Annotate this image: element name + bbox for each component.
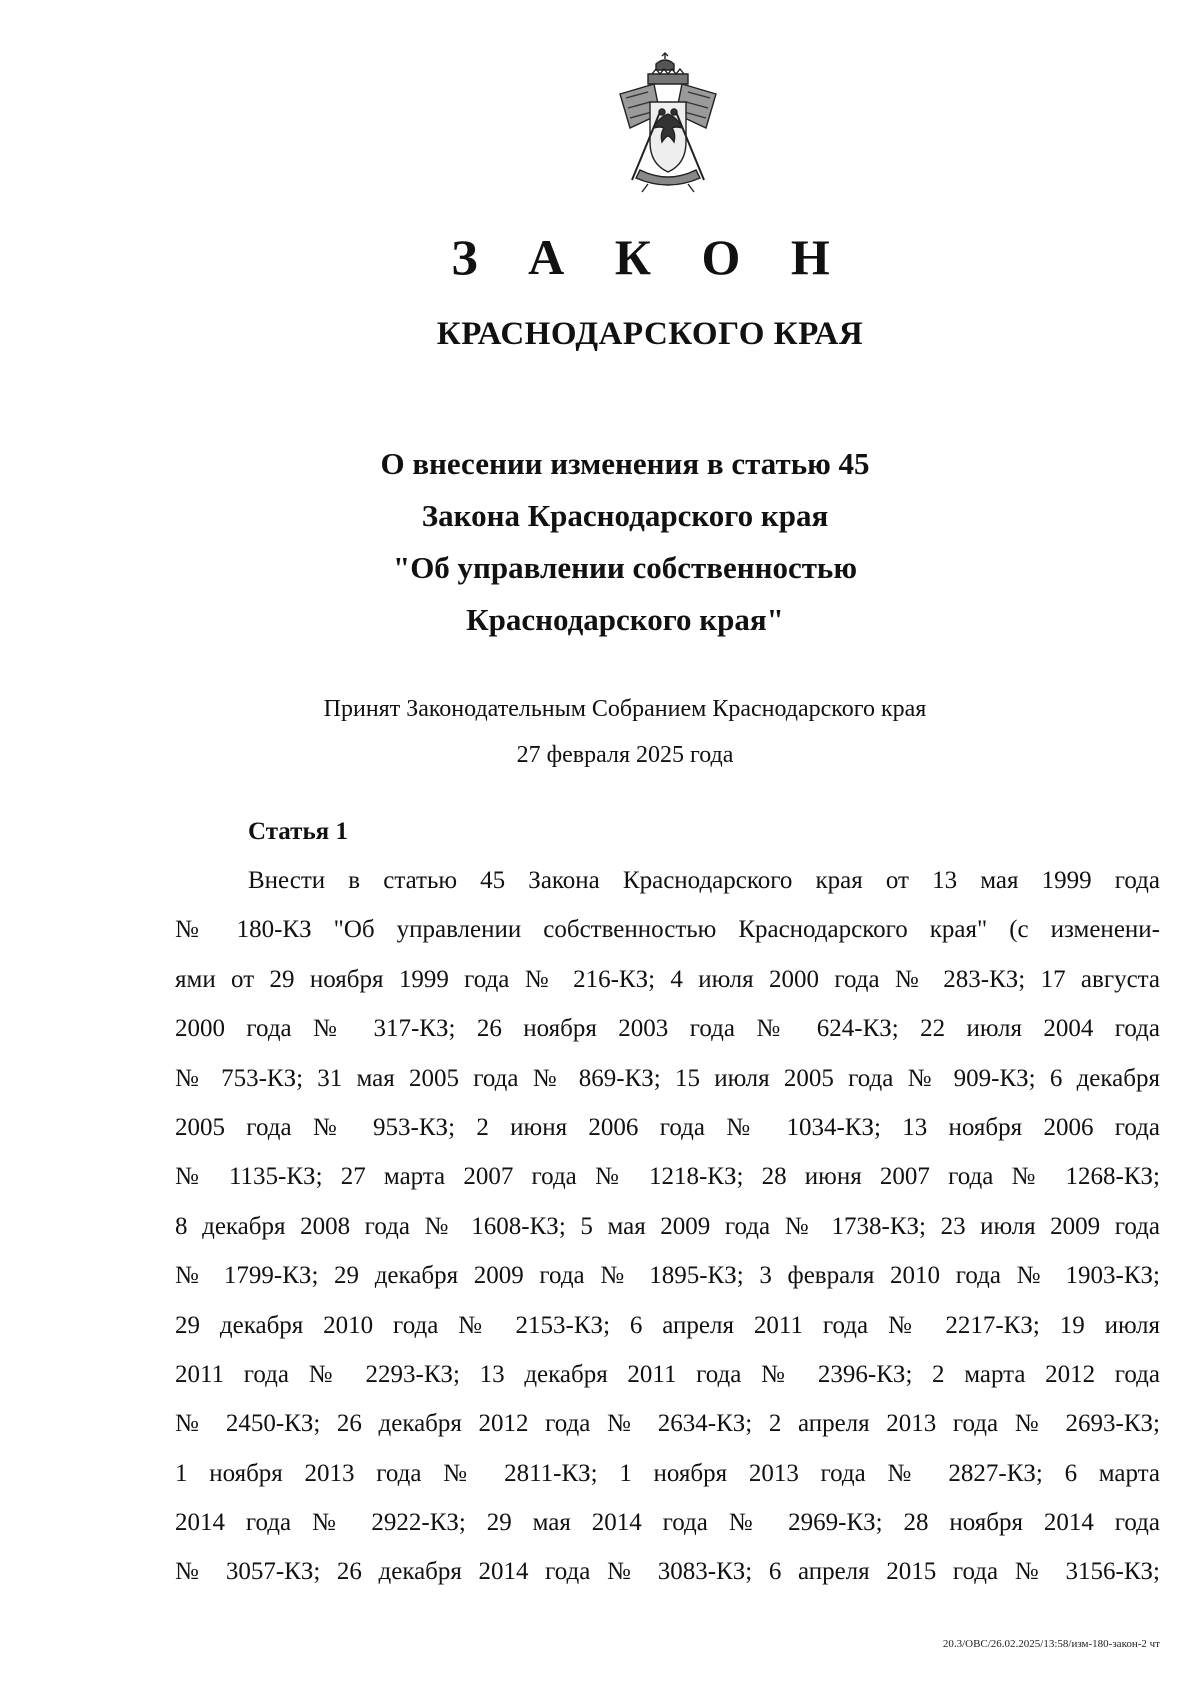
subject-line: Закона Краснодарского края [421, 498, 829, 533]
body-line: № 2450-КЗ; 26 декабря 2012 года № 2634-КЗ; 2 апреля 2013 года № 2693-КЗ; [175, 1410, 1160, 1438]
body-line: № 1799-КЗ; 29 декабря 2009 года № 1895-КЗ; 3 февраля 2010 года № 1903-КЗ; [175, 1262, 1160, 1290]
body-line: № 1135-КЗ; 27 марта 2007 года № 1218-КЗ; 28 июня 2007 года № 1268-КЗ; [175, 1163, 1160, 1191]
adoption-note [0, 686, 1200, 778]
law-subject [0, 438, 1200, 646]
body-line: № 753-КЗ; 31 мая 2005 года № 869-КЗ; 15 июля 2005 года № 909-КЗ; 6 декабря [175, 1064, 1160, 1092]
law-title: З А К О Н [451, 229, 849, 285]
body-line: 2005 года № 953-КЗ; 2 июня 2006 года № 1034-КЗ; 13 ноября 2006 года [175, 1113, 1160, 1141]
subject-line: Краснодарского края" [466, 602, 784, 637]
adoption-body: Принят Законодательным Собранием Краснодарского края [323, 696, 927, 722]
body-line: № 3057-КЗ; 26 декабря 2014 года № 3083-КЗ; 6 апреля 2015 года № 3156-КЗ; [175, 1558, 1160, 1586]
body-line: 2000 года № 317-КЗ; 26 ноября 2003 года № 624-КЗ; 22 июля 2004 года [175, 1015, 1160, 1043]
article-body [175, 856, 1160, 1597]
body-line: ями от 29 ноября 1999 года № 216-КЗ; 4 июля 2000 года № 283-КЗ; 17 августа [175, 965, 1160, 993]
adoption-date: 27 февраля 2025 года [516, 742, 734, 768]
subject-line: "Об управлении собственностью [392, 550, 858, 585]
law-region: КРАСНОДАРСКОГО КРАЯ [436, 316, 864, 352]
body-line: 29 декабря 2010 года № 2153-КЗ; 6 апреля 2011 года № 2217-КЗ; 19 июля [175, 1311, 1160, 1339]
subject-line: О внесении изменения в статью 45 [380, 446, 870, 481]
body-line: № 180-КЗ "Об управлении собственностью Краснодарского края" (с изменени- [175, 916, 1160, 944]
body-line: 2014 года № 2922-КЗ; 29 мая 2014 года № 2969-КЗ; 28 ноября 2014 года [175, 1509, 1160, 1537]
body-line: 2011 года № 2293-КЗ; 13 декабря 2011 года № 2396-КЗ; 2 марта 2012 года [175, 1360, 1160, 1388]
body-line: 8 декабря 2008 года № 1608-КЗ; 5 мая 2009 года № 1738-КЗ; 23 июля 2009 года [175, 1212, 1160, 1240]
body-line: 1 ноября 2013 года № 2811-КЗ; 1 ноября 2013 года № 2827-КЗ; 6 марта [175, 1459, 1160, 1487]
krasnodar-coat-of-arms-icon [612, 52, 724, 194]
document-code: 20.3/ОВС/26.02.2025/13:58/изм-180-закон-2 чт [942, 1638, 1160, 1650]
body-line: Внести в статью 45 Закона Краснодарского края от 13 мая 1999 года [248, 867, 1160, 894]
article-heading: Статья 1 [248, 818, 348, 845]
